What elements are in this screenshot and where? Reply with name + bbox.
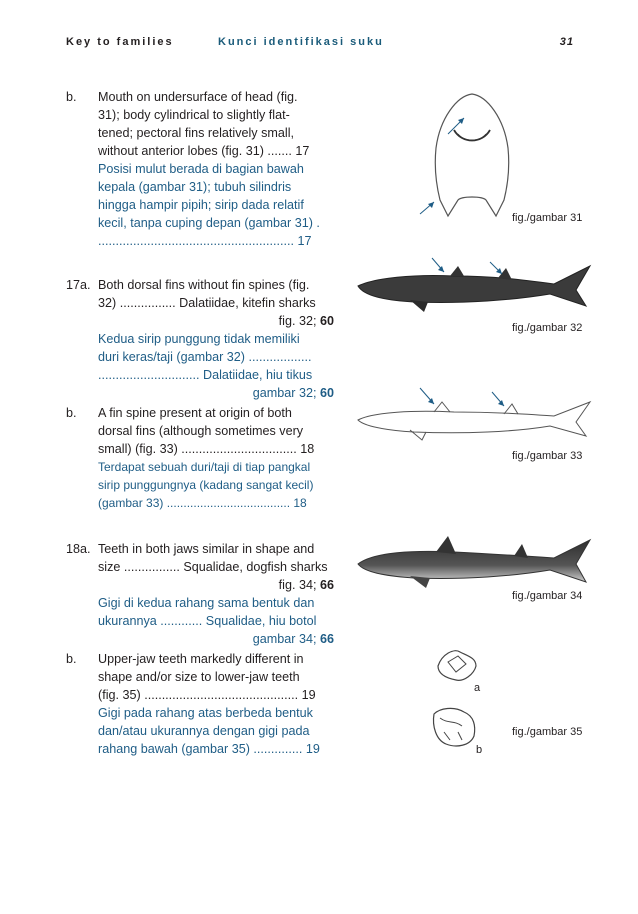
figure-34-dogfish-shark bbox=[354, 532, 594, 592]
key-entry-17b bbox=[66, 404, 334, 512]
entry-english: Upper-jaw teeth markedly different in shape and/or size to lower-jaw teeth (fig. 35) ............................................ 19 bbox=[98, 652, 316, 702]
key-entry-17a bbox=[66, 276, 334, 402]
running-header-left: Key to families bbox=[66, 36, 174, 48]
figure-35a-tooth bbox=[434, 646, 480, 686]
figure-35-label-b: b bbox=[476, 744, 483, 756]
entry-english: Mouth on undersurface of head (fig. 31); body cylindrical to slightly flat- tened; pectoral fins relatively small, without anterior lobes (fig. 31) ....... 17 bbox=[98, 90, 310, 158]
key-entry-16b bbox=[66, 88, 334, 250]
figure-32-caption: fig./gambar 32 bbox=[512, 322, 583, 334]
figure-32-kitefin-shark bbox=[354, 256, 594, 316]
entry-english: Both dorsal fins without fin spines (fig. 32) ................ Dalatiidae, kitefin sharks fig. 32; 60 bbox=[98, 278, 334, 328]
page-number: 31 bbox=[559, 36, 574, 48]
key-entry-18b bbox=[66, 650, 334, 758]
figure-33-spined-shark bbox=[354, 384, 594, 444]
figure-34-caption: fig./gambar 34 bbox=[512, 590, 583, 602]
entry-number: b. bbox=[66, 652, 77, 666]
figure-35-caption: fig./gambar 35 bbox=[512, 726, 583, 738]
figure-35b-tooth bbox=[430, 704, 480, 750]
entry-indonesian: Posisi mulut berada di bagian bawah kepala (gambar 31); tubuh silindris hingga hampir pipih; sirip dada relatif kecil, tanpa cuping depan (gambar 31) . ........................................................ 17 bbox=[98, 162, 320, 248]
entry-english: A fin spine present at origin of both dorsal fins (although sometimes very small) (fig. 33) ................................. 18 bbox=[98, 406, 315, 456]
entry-indonesian: Kedua sirip punggung tidak memiliki duri keras/taji (gambar 32) .................. ............................. Dalatiidae, hiu tikus gambar 32; 60 bbox=[98, 332, 334, 400]
running-header-center: Kunci identifikasi suku bbox=[218, 36, 384, 48]
figure-33-caption: fig./gambar 33 bbox=[512, 450, 583, 462]
entry-number: 18a. bbox=[66, 542, 91, 556]
entry-number: b. bbox=[66, 406, 77, 420]
entry-number: b. bbox=[66, 90, 77, 104]
figure-reference: fig. 32; 60 bbox=[278, 314, 334, 328]
figure-reference: fig. 34; 66 bbox=[278, 578, 334, 592]
figure-35-label-a: a bbox=[474, 682, 481, 694]
entry-indonesian: Terdapat sebuah duri/taji di tiap pangkal sirip punggungnya (kadang sangat kecil) (gambar 33) ..................................... 18 bbox=[98, 460, 314, 510]
entry-number: 17a. bbox=[66, 278, 91, 292]
entry-indonesian: Gigi pada rahang atas berbeda bentuk dan/atau ukurannya dengan gigi pada rahang bawah (gambar 35) .............. 19 bbox=[98, 706, 320, 756]
entry-indonesian: Gigi di kedua rahang sama bentuk dan ukurannya ............ Squalidae, hiu botol gambar 34; 66 bbox=[98, 596, 334, 646]
figure-31-shark-head-ventral bbox=[412, 88, 532, 223]
figure-31-caption: fig./gambar 31 bbox=[512, 212, 583, 224]
key-entry-18a bbox=[66, 540, 334, 648]
figure-reference: gambar 34; 66 bbox=[252, 632, 334, 646]
figure-reference: gambar 32; 60 bbox=[252, 386, 334, 400]
entry-english: Teeth in both jaws similar in shape and size ................ Squalidae, dogfish sharks fig. 34; 66 bbox=[98, 542, 334, 592]
